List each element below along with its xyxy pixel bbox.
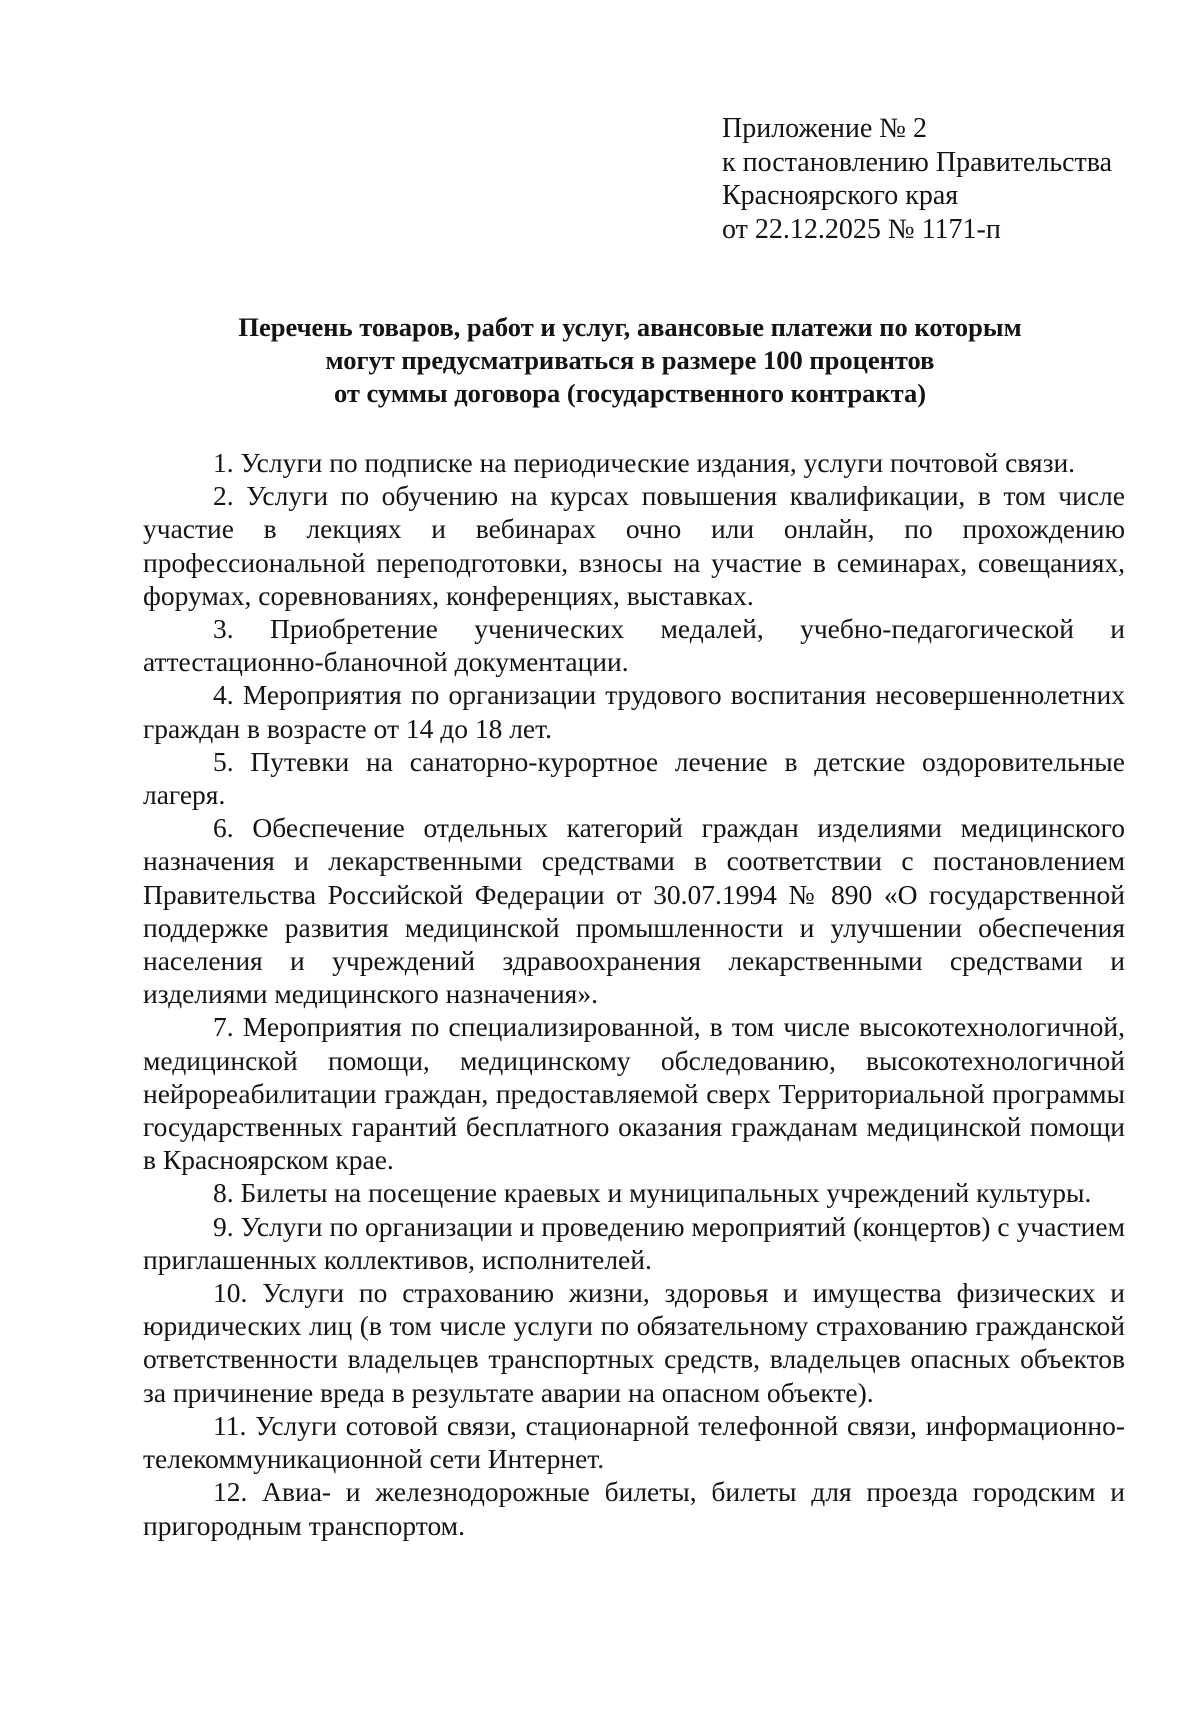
annex-reference <box>722 112 1152 246</box>
annex-date-number: от 22.12.2025 № 1171-п <box>722 213 1001 245</box>
document-title <box>140 311 1120 410</box>
list-item-4: 4. Мероприятия по организации трудового воспитания несовершеннолетних граждан в возрасте от 14 до 18 лет. <box>143 679 1125 744</box>
list-item-2: 2. Услуги по обучению на курсах повышения квалификации, в том числе участие в лекциях и вебинарах очно или онлайн, по прохождению профессиональной переподготовки, взносы на участие в семинарах, совещаниях, форумах, соревнованиях, конференциях, выставках. <box>143 480 1125 611</box>
goods-services-list <box>143 446 1125 1542</box>
list-item-6: 6. Обеспечение отдельных категорий граждан изделиями медицинского назначения и лекарственными средствами в соответствии с постановлением Правительства Российской Федерации от 30.07.1994 № 890 «О государственной поддержке развития медицинской промышленности и улучшении обеспечения населения и учреждений здравоохранения лекарственными средствами и изделиями медицинского назначения». <box>143 812 1125 1010</box>
list-item-5: 5. Путевки на санаторно-курортное лечение в детские оздоровительные лагеря. <box>143 745 1125 811</box>
title-line-3: от суммы договора (государственного контракта) <box>333 378 927 408</box>
list-item-7: 7. Мероприятия по специализированной, в том числе высокотехнологичной, медицинской помощи, медицинскому обследованию, высокотехнологичной нейрореабилитации граждан, предоставляемой сверх Территориальной программы государственных гарантий бесплатного оказания гражданам медицинской помощи в Красноярском крае. <box>143 1011 1125 1176</box>
annex-region: Красноярского края <box>722 180 959 211</box>
list-item-8: 8. Билеты на посещение краевых и муниципальных учреждений культуры. <box>213 1177 1092 1209</box>
annex-resolution-ref: к постановлению Правительства <box>722 146 1113 178</box>
list-item-9: 9. Услуги по организации и проведению мероприятий (концертов) с участием приглашенных коллективов, исполнителей. <box>143 1210 1125 1275</box>
annex-number: Приложение № 2 <box>722 113 927 144</box>
list-item-1: 1. Услуги по подписке на периодические издания, услуги почтовой связи. <box>213 447 1076 478</box>
title-line-2: могут предусматриваться в размере 100 процентов <box>325 345 935 375</box>
list-item-10: 10. Услуги по страхованию жизни, здоровья и имущества физических и юридических лиц (в том числе услуги по обязательному страхованию гражданской ответственности владельцев транспортных средств, владельцев опасных объектов за причинение вреда в результате аварии на опасном объекте). <box>143 1277 1125 1408</box>
list-item-12: 12. Авиа- и железнодорожные билеты, билеты для проезда городским и пригородным транспортом. <box>143 1476 1125 1541</box>
list-item-11: 11. Услуги сотовой связи, стационарной телефонной связи, информационно-телекоммуникационной сети Интернет. <box>143 1409 1125 1475</box>
list-item-3: 3. Приобретение ученических медалей, учебно-педагогической и аттестационно-бланочной документации. <box>143 613 1125 678</box>
title-line-1: Перечень товаров, работ и услуг, авансовые платежи по которым <box>238 312 1022 342</box>
